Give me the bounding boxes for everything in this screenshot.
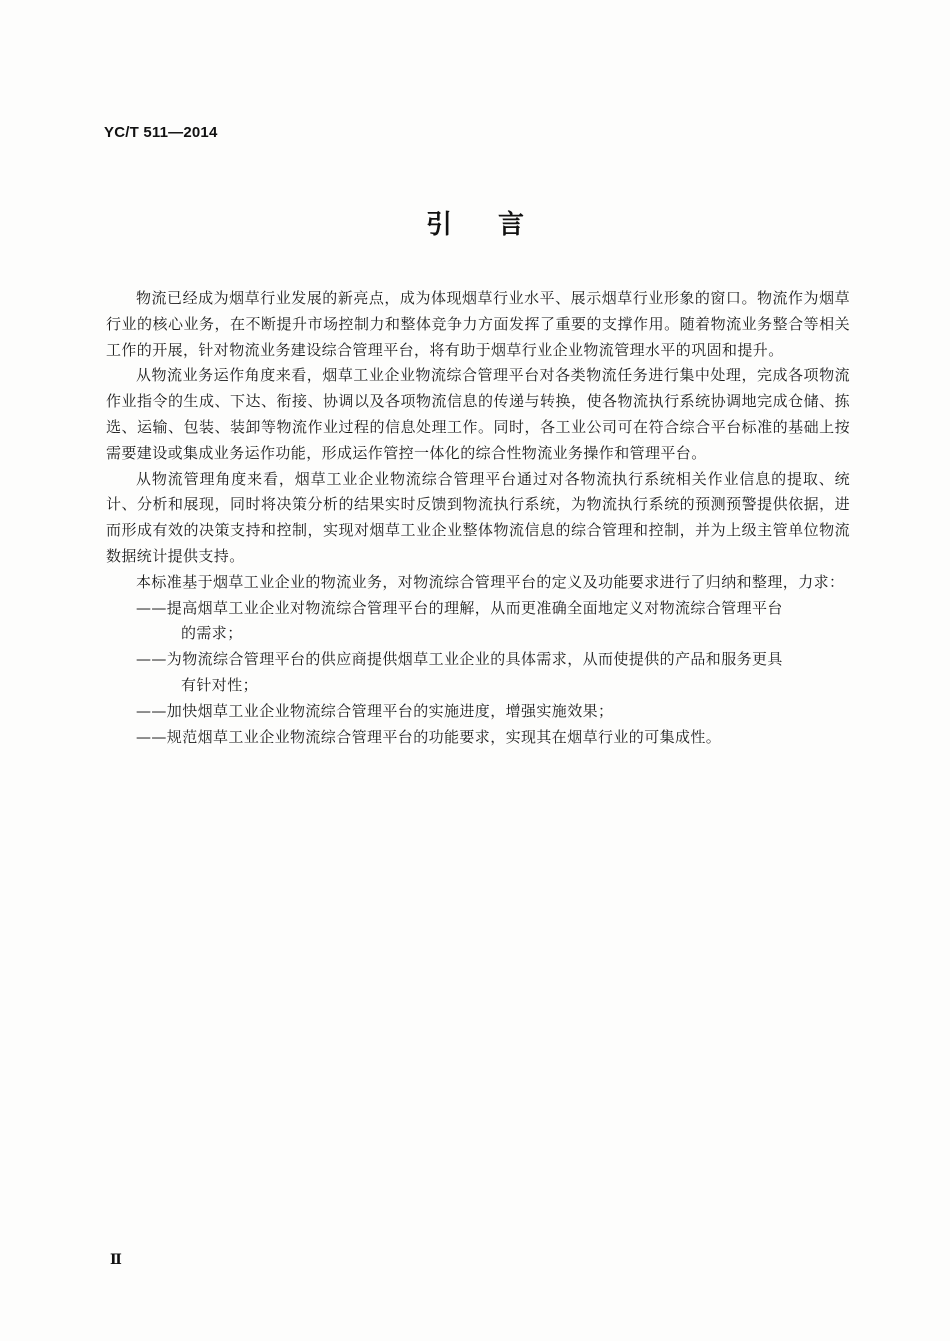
standard-code: YC/T 511—2014: [104, 124, 218, 141]
list-item-continuation: 有针对性；: [181, 675, 259, 694]
paragraph-3: 从物流管理角度来看，烟草工业企业物流综合管理平台通过对各物流执行系统相关作业信息的提取、统计、分析和展现，同时将决策分析的结果实时反馈到物流执行系统，为物流执行系统的预测预警提供依据，进而形成有效的决策支持和控制，实现对烟草工业企业整体物流信息的综合管理和控制，并为上级主管单位物流数据统计提供支持。: [106, 469, 850, 565]
list-item-text: ——加快烟草工业企业物流综合管理平台的实施进度，增强实施效果；: [136, 701, 614, 720]
paragraph-2: 从物流业务运作角度来看，烟草工业企业物流综合管理平台对各类物流任务进行集中处理，完成各项物流作业指令的生成、下达、衔接、协调以及各项物流信息的传递与转换，使各物流执行系统协调地完成仓储、拣选、运输、包装、装卸等物流作业过程的信息处理工作。同时，各工业公司可在符合综合平台标准的基础上按需要建设或集成业务运作功能，形成运作管控一体化的综合性物流业务操作和管理平台。: [106, 366, 850, 462]
list-item-text: ——为物流综合管理平台的供应商提供烟草工业企业的具体需求，从而使提供的产品和服务更具: [136, 650, 783, 669]
paragraph-4: 本标准基于烟草工业企业的物流业务，对物流综合管理平台的定义及功能要求进行了归纳和整理，力求：: [136, 572, 845, 591]
list-item-continuation: 的需求；: [181, 624, 243, 643]
section-title: 引言: [425, 210, 570, 240]
list-item: [106, 647, 850, 699]
list-item-text: ——提高烟草工业企业对物流综合管理平台的理解，从而更准确全面地定义对物流综合管理平台: [136, 598, 783, 617]
list-item: [106, 596, 850, 648]
paragraph-1: 物流已经成为烟草行业发展的新亮点，成为体现烟草行业水平、展示烟草行业形象的窗口。物流作为烟草行业的核心业务，在不断提升市场控制力和整体竞争力方面发挥了重要的支撑作用。随着物流业务整合等相关工作的开展，针对物流业务建设综合管理平台，将有助于烟草行业企业物流管理水平的巩固和提升。: [106, 289, 850, 359]
page-number: Ⅱ: [110, 1252, 122, 1268]
list-item-text: ——规范烟草工业企业物流综合管理平台的功能要求，实现其在烟草行业的可集成性。: [136, 727, 722, 746]
list-item: [106, 725, 850, 751]
document-body: [106, 286, 850, 750]
list-item: [106, 699, 850, 725]
